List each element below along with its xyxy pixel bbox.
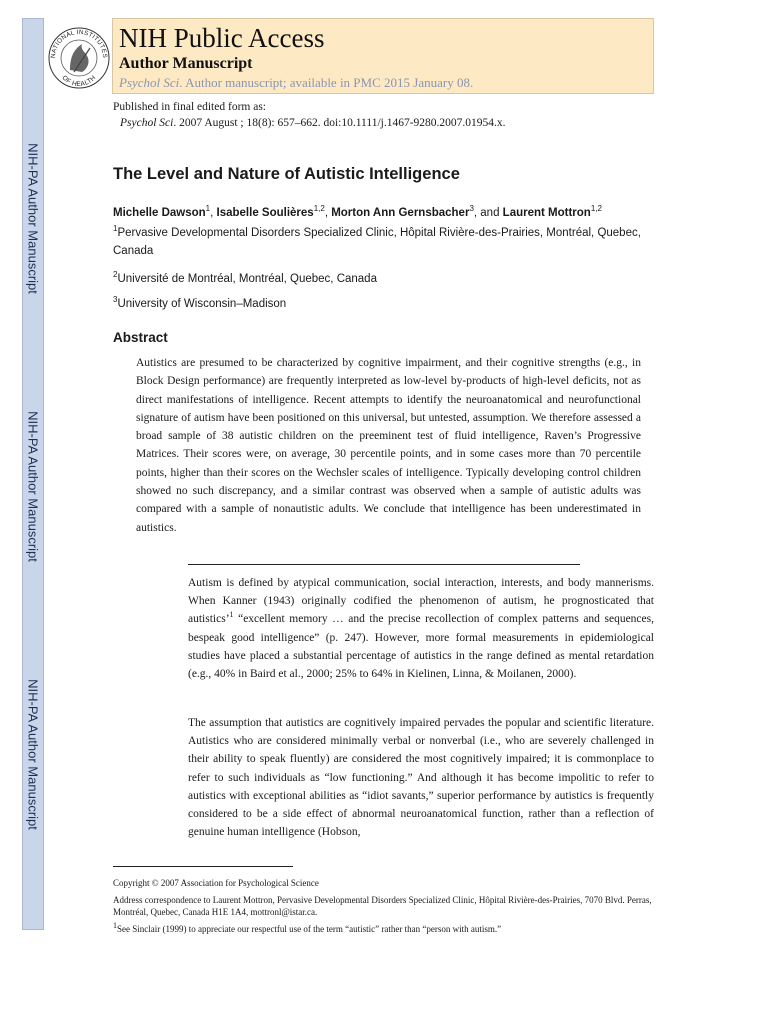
author-affiliation-marker: 1	[205, 204, 211, 214]
footnotes	[113, 877, 673, 939]
public-access-header	[112, 18, 654, 94]
affiliation	[113, 295, 653, 313]
paragraph-text: “excellent memory … and the precise recollection of complex patterns and sequences, bespeak good intelligence” (p. 247). However, more formal measurements in epidemiological studies have placed a substantial percentage of autistics in the range defined as mental retardation (e.g., 40% in Baird et al., 2000; 25% to 64% in Kielinen, Linna, & Moilanen, 2000).	[188, 613, 654, 681]
author-name: Isabelle Soulières	[216, 207, 314, 219]
footnote-marker: 1	[113, 920, 117, 930]
affiliation-text: University of Wisconsin–Madison	[117, 298, 287, 310]
author-name: Morton Ann Gernsbacher	[331, 207, 470, 219]
correspondence-note: Address correspondence to Laurent Mottron, Pervasive Developmental Disorders Specialized Clinic, Hôpital Rivière-des-Prairies, 7070 Blvd. Perras, Montréal, Quebec, Canada H1E 1A4, mottronl@istar.ca.	[113, 894, 652, 917]
header-title: NIH Public Access	[119, 23, 325, 53]
affiliation	[113, 224, 653, 260]
paper-title: The Level and Nature of Autistic Intelligence	[113, 165, 460, 183]
footnote-text: See Sinclair (1999) to appreciate our respectful use of the term “autistic” rather than “person with autism.”	[117, 923, 502, 934]
header-note-text: . Author manuscript; available in PMC 2015 January 08.	[179, 75, 474, 90]
affiliation-text: Pervasive Developmental Disorders Specialized Clinic, Hôpital Rivière-des-Prairies, Montréal, Quebec, Canada	[113, 227, 641, 257]
sidebar-label-middle: NIH-PA Author Manuscript	[25, 411, 41, 562]
author-name: Laurent Mottron	[502, 207, 591, 219]
author-affiliation-marker: 1,2	[590, 204, 602, 214]
author-list	[113, 205, 653, 222]
published-label: Published in final edited form as:	[113, 101, 266, 113]
sidebar-label-bottom: NIH-PA Author Manuscript	[25, 679, 41, 830]
footnote-marker: 1	[229, 610, 234, 620]
footnote-1	[113, 920, 673, 936]
affiliation	[113, 270, 653, 288]
affiliation-marker: 1	[113, 224, 118, 234]
body-paragraph-2: The assumption that autistics are cognitively impaired pervades the popular and scientific literature. Autistics who are considered minimally verbal or nonverbal (i.e., who are severely challenged in their ability to speak fluently) are considered the most cognitively impaired; it is commonplace to refer to such individuals as “low functioning.” And although it has become impolitic to refer to autistics with exceptional abilities as “idiot savants,” superior performance by autistics is frequently considered to be a side effect of abnormal neuroanatomical function, rather than a reflection of genuine human intelligence (Hobson,	[188, 717, 654, 839]
author-affiliation-marker: 1,2	[313, 204, 325, 214]
body-paragraph-1	[188, 574, 654, 683]
abstract-text: Autistics are presumed to be characterized by cognitive impairment, and their cognitive strengths (e.g., in Block Design performance) are frequently interpreted as low-level by-products of high-level deficits, not as direct manifestations of intelligence. Recent attempts to identify the neuroanatomical and neurofunctional signature of autism have been positioned on this universal, but untested, assumption. We therefore assessed a broad sample of 38 autistic children on the preeminent test of fluid intelligence, Raven’s Progressive Matrices. Their scores were, on average, 30 percentile points, and in some cases more than 70 percentile points, higher than their scores on the Wechsler scales of intelligence. Typically developing control children showed no such discrepancy, and a similar contrast was observed when a sample of autistic adults was compared with a sample of nonautistic adults. We conclude that intelligence has been underestimated in autistics.	[136, 357, 641, 534]
copyright-note: Copyright © 2007 Association for Psychological Science	[113, 878, 319, 888]
published-citation	[113, 99, 506, 131]
nih-logo	[46, 18, 112, 94]
header-journal: Psychol Sci	[119, 75, 180, 90]
sidebar-label-top: NIH-PA Author Manuscript	[25, 143, 41, 294]
author-separator: ,	[210, 207, 217, 219]
header-availability-note	[119, 75, 473, 91]
citation-details: . 2007 August ; 18(8): 657–662. doi:10.1111/j.1467-9280.2007.01954.x.	[173, 117, 506, 129]
author-separator: , and	[473, 207, 503, 219]
svg-text:OF HEALTH	[60, 74, 97, 88]
author-name: Michelle Dawson	[113, 207, 206, 219]
author-affiliation-marker: 3	[469, 204, 474, 214]
header-subtitle: Author Manuscript	[119, 55, 253, 72]
affiliation-text: Université de Montréal, Montréal, Quebec, Canada	[117, 273, 377, 285]
logo-bottom-text: OF HEALTH	[60, 74, 98, 89]
paragraph-text: Autism is defined by atypical communication, social interaction, interests, and body mannerisms. When Kanner (1943) originally codified the phenomenon of autism, he prognosticated that autistics’	[188, 577, 654, 626]
nih-pa-sidebar	[22, 18, 44, 930]
abstract-heading: Abstract	[113, 330, 168, 345]
logo-top-text: NATIONAL INSTITUTES	[49, 28, 109, 59]
affiliation-marker: 3	[113, 295, 118, 305]
affiliation-marker: 2	[113, 270, 118, 280]
citation-line	[113, 115, 506, 131]
abstract-divider	[188, 564, 580, 565]
footnote-divider	[113, 866, 293, 867]
citation-journal: Psychol Sci	[120, 117, 174, 129]
nih-seal-icon	[46, 18, 112, 94]
author-separator: ,	[324, 207, 332, 219]
